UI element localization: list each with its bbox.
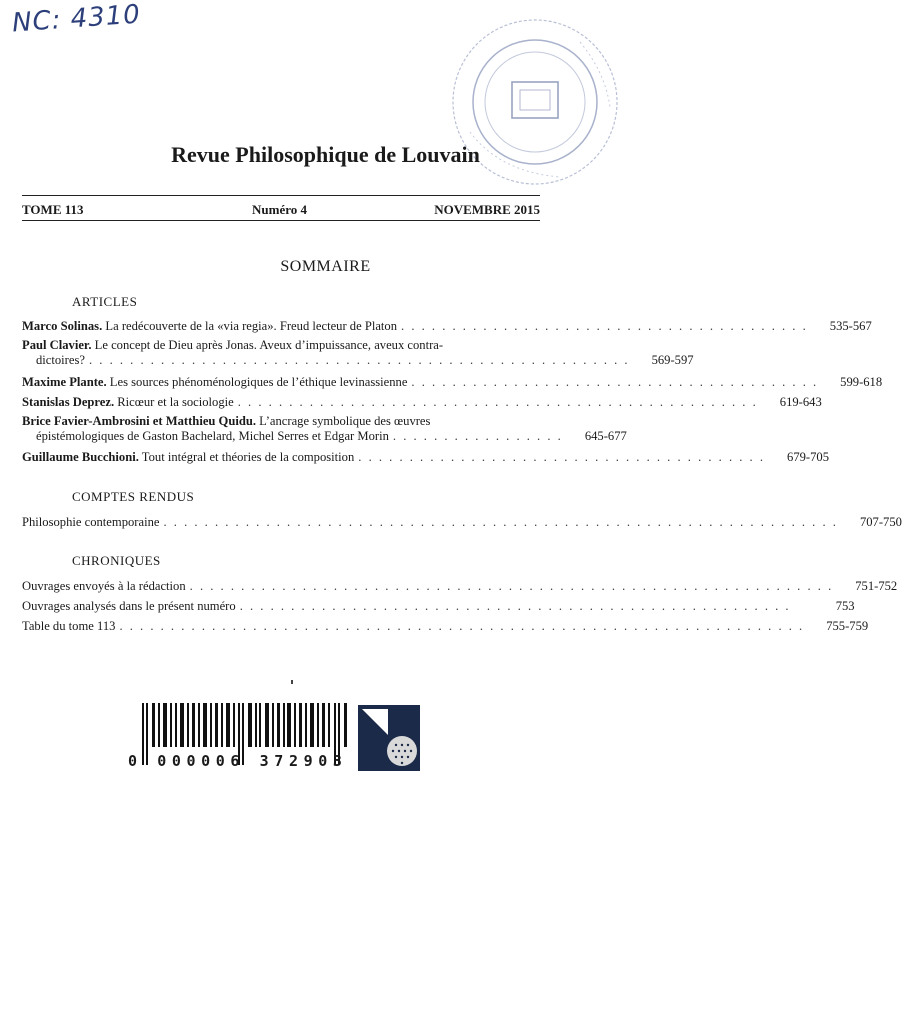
toc-entry bbox=[22, 414, 627, 444]
toc-entry bbox=[22, 338, 694, 368]
leader-dots: . . . . . . . . . . . . . . . . . bbox=[392, 429, 563, 443]
entry-pages: 535-567 bbox=[829, 319, 872, 333]
entry-title: Tout intégral et théories de la composition bbox=[141, 450, 355, 464]
entry-title-continued: dictoires? bbox=[36, 353, 85, 367]
entry-title: L’ancrage symbolique des œuvres bbox=[259, 414, 431, 428]
entry-pages: 645-677 bbox=[584, 429, 627, 443]
entry-title: La redécouverte de la «via regia». Freud lecteur de Platon bbox=[105, 319, 398, 333]
tome-label: TOME 113 bbox=[22, 202, 84, 217]
entry-pages: 753 bbox=[835, 599, 855, 613]
publisher-logo-icon bbox=[358, 705, 420, 771]
entry-title: Table du tome 113 bbox=[22, 619, 116, 633]
leader-dots: . . . . . . . . . . . . . . . . . . . . . . . . . . . . . . . . . . . . . . . . . . . . . . . . . . . . . . . . . . . . . . . . . . . bbox=[119, 619, 805, 633]
entry-title: Le concept de Dieu après Jonas. Aveux d’impuissance, aveux contra- bbox=[94, 338, 444, 352]
entry-pages: 599-618 bbox=[840, 375, 883, 389]
entry-pages: 569-597 bbox=[651, 353, 694, 367]
toc-entry bbox=[22, 375, 883, 390]
toc-entry bbox=[22, 619, 869, 634]
entry-pages: 751-752 bbox=[855, 579, 898, 593]
sommaire-heading: SOMMAIRE bbox=[280, 258, 371, 275]
leader-dots: . . . . . . . . . . . . . . . . . . . . . . . . . . . . . . . . . . . . . . . . . . . . . . . . . . . bbox=[237, 395, 758, 409]
chroniques-heading: CHRONIQUES bbox=[72, 553, 161, 568]
leader-dots: . . . . . . . . . . . . . . . . . . . . . . . . . . . . . . . . . . . . . . . . . . . . . . . . . . . . . . . . . . . . . . . bbox=[189, 579, 834, 593]
entry-pages: 679-705 bbox=[787, 450, 829, 464]
entry-author: Brice Favier-Ambrosini et Matthieu Quidu. bbox=[22, 414, 257, 428]
bottom-rule bbox=[22, 220, 540, 221]
journal-title: Revue Philosophique de Louvain bbox=[171, 142, 480, 167]
toc-entry bbox=[22, 319, 872, 334]
leader-dots: . . . . . . . . . . . . . . . . . . . . . . . . . . . . . . . . . . . . . . . . . . . . . . . . . . . . . . . . . . . . . . . . . . bbox=[163, 515, 838, 529]
leader-dots: . . . . . . . . . . . . . . . . . . . . . . . . . . . . . . . . . . . . . . . . . . . . . . . . . . . . . . bbox=[239, 599, 791, 613]
entry-title: Ouvrages analysés dans le présent numéro bbox=[22, 599, 236, 613]
top-rule bbox=[22, 195, 540, 196]
articles-heading: ARTICLES bbox=[72, 294, 138, 309]
handwritten-call-number: NC: 4310 bbox=[11, 0, 142, 39]
entry-author: Maxime Plante. bbox=[22, 375, 107, 389]
comptes-rendus-heading: COMPTES RENDUS bbox=[72, 489, 195, 504]
entry-title: Ricœur et la sociologie bbox=[117, 395, 234, 409]
leader-dots: . . . . . . . . . . . . . . . . . . . . . . . . . . . . . . . . . . . . . . . . bbox=[401, 319, 808, 333]
numero-label: Numéro 4 bbox=[252, 202, 308, 217]
entry-title-continued: épistémologiques de Gaston Bachelard, Michel Serres et Edgar Morin bbox=[36, 429, 389, 443]
toc-entry bbox=[22, 395, 822, 410]
registration-mark bbox=[291, 680, 293, 684]
entry-title: Ouvrages envoyés à la rédaction bbox=[22, 579, 186, 593]
barcode-digits: 0 000006 372903 bbox=[128, 752, 348, 770]
leader-dots: . . . . . . . . . . . . . . . . . . . . . . . . . . . . . . . . . . . . . . . . bbox=[358, 450, 765, 464]
entry-title: Philosophie contemporaine bbox=[22, 515, 160, 529]
toc-entry bbox=[22, 599, 855, 614]
leader-dots: . . . . . . . . . . . . . . . . . . . . . . . . . . . . . . . . . . . . . . . . . . . . . . . . . . . . . bbox=[88, 353, 630, 367]
entry-author: Guillaume Bucchioni. bbox=[22, 450, 139, 464]
entry-pages: 707-750 bbox=[859, 515, 902, 529]
library-stamp-icon bbox=[440, 12, 625, 197]
entry-title: Les sources phénoménologiques de l’éthique levinassienne bbox=[109, 375, 408, 389]
toc-entry bbox=[22, 579, 898, 594]
toc-entry bbox=[22, 515, 902, 530]
toc-entry bbox=[22, 450, 829, 465]
entry-pages: 755-759 bbox=[826, 619, 869, 633]
entry-author: Paul Clavier. bbox=[22, 338, 92, 352]
leader-dots: . . . . . . . . . . . . . . . . . . . . . . . . . . . . . . . . . . . . . . . . bbox=[411, 375, 819, 389]
issue-date: NOVEMBRE 2015 bbox=[434, 202, 540, 217]
entry-author: Stanislas Deprez. bbox=[22, 395, 115, 409]
entry-author: Marco Solinas. bbox=[22, 319, 103, 333]
entry-pages: 619-643 bbox=[779, 395, 822, 409]
